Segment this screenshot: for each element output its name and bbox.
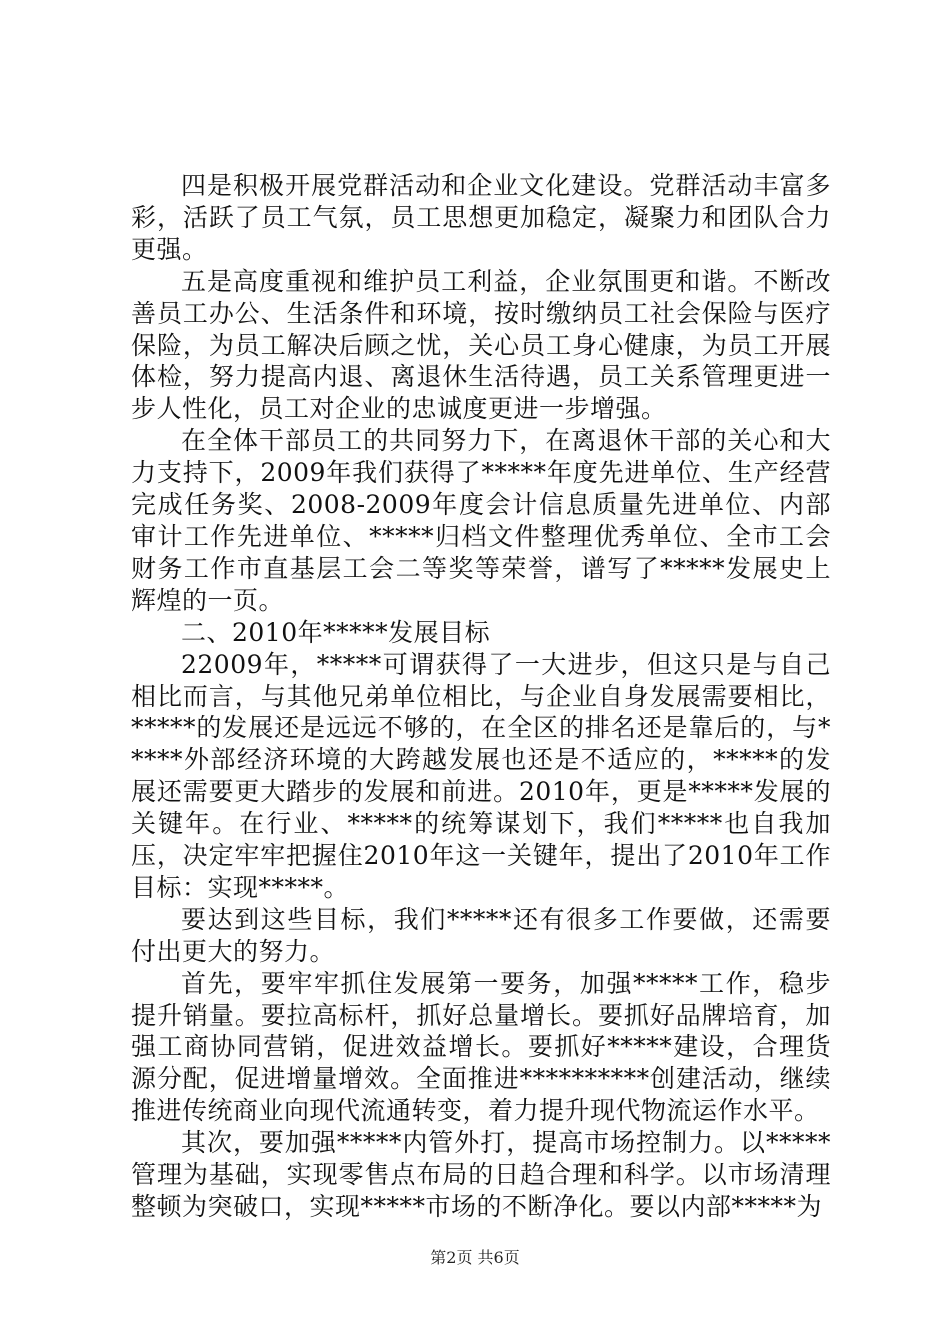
section-heading-2010-goals: 二、2010年*****发展目标 [181,617,491,647]
page-number-footer: 第2页 共6页 [430,1248,520,1267]
paragraph-second-task: 其次，要加强*****内管外打，提高市场控制力。以*****管理为基础，实现零售点布局的日趋合理和科学。以市场清理整顿为突破口，实现*****市场的不断净化。要以内部*****为 [131,1128,831,1221]
paragraph-first-task: 首先，要牢牢抓住发展第一要务，加强*****工作，稳步提升销量。要拉高标杆，抓好总量增长。要抓好品牌培育，加强工商协同营销，促进效益增长。要抓好*****建设，合理货源分配，促进增量增效。全面推进**********创建活动，继续推进传统商业向现代流通转变，着力提升现代物流运作水平。 [131,968,831,1126]
paragraph-employee-benefits: 五是高度重视和维护员工利益，企业氛围更和谐。不断改善员工办公、生活条件和环境，按时缴纳员工社会保险与医疗保险，为员工解决后顾之忧，关心员工身心健康，为员工开展体检，努力提高内退、离退休生活待遇，员工关系管理更进一步人性化，员工对企业的忠诚度更进一步增强。 [131,266,831,424]
paragraph-honors: 在全体干部员工的共同努力下，在离退休干部的关心和大力支持下，2009年我们获得了*****年度先进单位、生产经营完成任务奖、2008-2009年度会计信息质量先进单位、内部审计工作先进单位、*****归档文件整理优秀单位、全市工会财务工作市直基层工会二等奖等荣誉，谱写了*****发展史上辉煌的一页。 [131,426,831,615]
paragraph-reach-goals: 要达到这些目标，我们*****还有很多工作要做，还需要付出更大的努力。 [131,904,831,966]
paragraph-party-activities: 四是积极开展党群活动和企业文化建设。党群活动丰富多彩，活跃了员工气氛，员工思想更加稳定，凝聚力和团队合力更强。 [131,171,831,264]
paragraph-2009-progress: 22009年，*****可谓获得了一大进步，但这只是与自己相比而言，与其他兄弟单位相比，与企业自身发展需要相比，*****的发展还是远远不够的，在全区的排名还是靠后的，与*****外部经济环境的大跨越发展也还是不适应的，*****的发展还需要更大踏步的发展和前进。2010年，更是*****发展的关键年。在行业、*****的统筹谋划下，我们*****也自我加压，决定牢牢把握住2010年这一关键年，提出了2010年工作目标：实现*****。 [131,649,832,902]
document-body [131,170,831,1223]
